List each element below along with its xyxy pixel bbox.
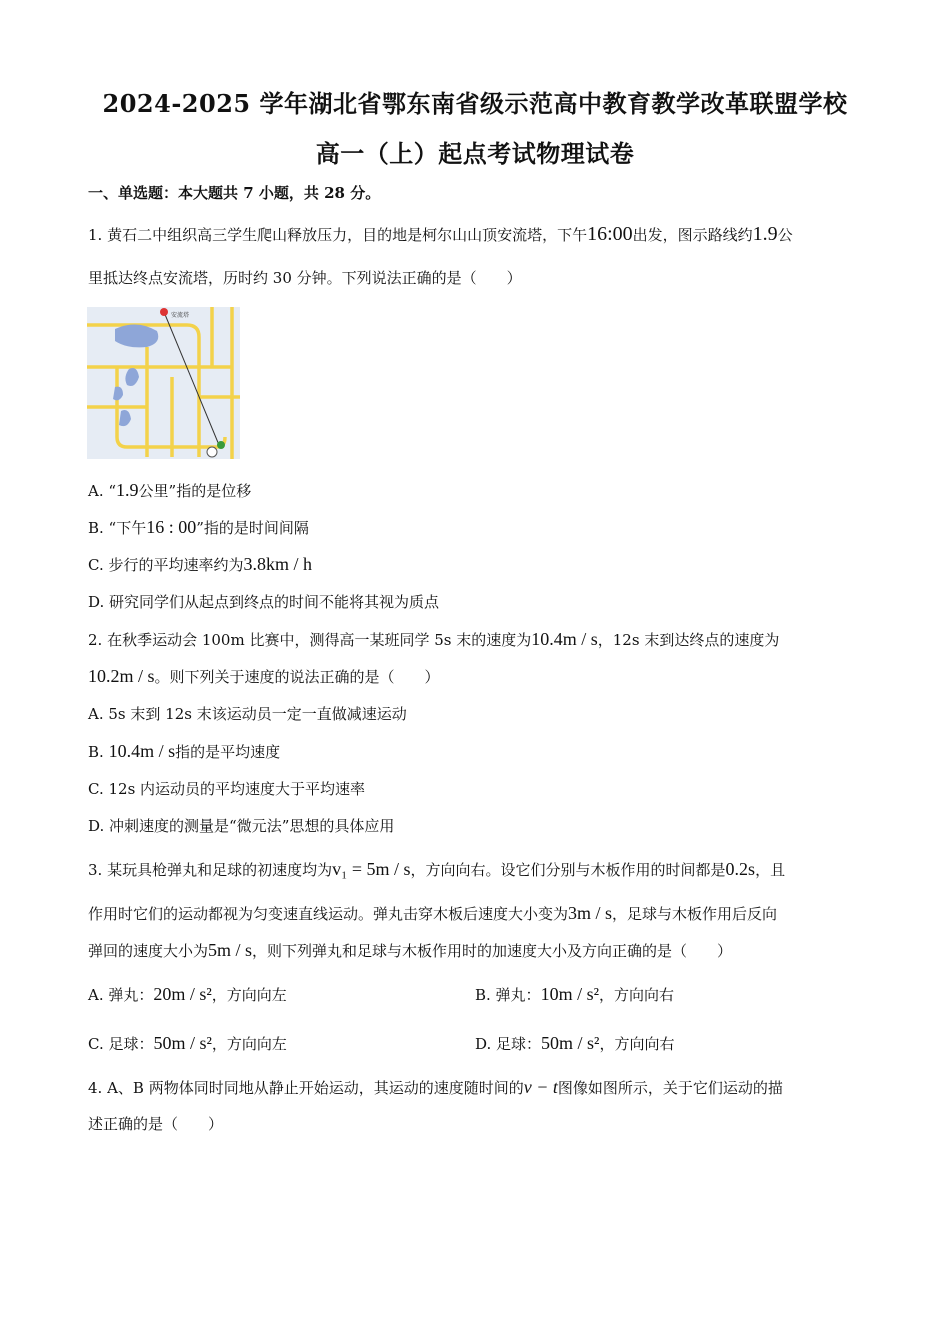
- q3-stem-line3: 弹回的速度大小为5m / s，则下列弹丸和足球与木板作用时的加速度大小及方向正确的是（ ）: [88, 940, 733, 960]
- q1-distance: 1.9: [752, 223, 778, 245]
- q2-option-c[interactable]: C. 12s 内运动员的平均速度大于平均速率: [88, 780, 366, 798]
- q1-option-d[interactable]: D. 研究同学们从起点到终点的时间不能将其视为质点: [88, 593, 440, 611]
- q3-option-b[interactable]: B. 弹丸：10m / s²，方向向右: [475, 984, 674, 1004]
- q1-option-a[interactable]: A. “1.9公里”指的是位移: [88, 480, 252, 500]
- location-icon: [207, 447, 217, 457]
- q1-time: 16:00: [587, 223, 633, 245]
- start-marker: [217, 441, 225, 449]
- q1-stem-line1: 1. 黄石二中组织高三学生爬山释放压力，目的地是柯尔山山顶安流塔，下午16:00出发，图示路线约1.9公: [88, 223, 793, 245]
- q2-stem-line2: 10.2m / s。则下列关于速度的说法正确的是（ ）: [88, 666, 440, 686]
- q3-option-c[interactable]: C. 足球：50m / s²，方向向左: [88, 1033, 287, 1053]
- q2-option-a[interactable]: A. 5s 末到 12s 末该运动员一定一直做减速运动: [88, 705, 407, 723]
- q2-stem-line1: 2. 在秋季运动会 100m 比赛中，测得高一某班同学 5s 末的速度为10.4m / s，12s 末到达终点的速度为: [88, 629, 780, 649]
- end-marker: [160, 308, 168, 316]
- q3-option-d[interactable]: D. 足球：50m / s²，方向向右: [475, 1033, 675, 1053]
- map-label-anliuta: 安流塔: [171, 312, 190, 319]
- route-map-figure: [87, 307, 240, 459]
- q4-stem-line1: 4. A、B 两物体同时同地从静止开始运动，其运动的速度随时间的v − t图像如图所示，关于它们运动的描: [88, 1077, 783, 1097]
- q4-stem-line2: 述正确的是（ ）: [88, 1115, 224, 1133]
- exam-title-line1: 2024-2025 学年湖北省鄂东南省级示范高中教育教学改革联盟学校: [102, 89, 848, 118]
- q1-stem-line2: 里抵达终点安流塔，历时约 30 分钟。下列说法正确的是（ ）: [88, 269, 522, 287]
- map-background: [87, 307, 240, 459]
- q3-stem-line1: 3. 某玩具枪弹丸和足球的初速度均为v₁ = 5m / s，方向向右。设它们分别与木板作用的时间都是0.2s，且: [88, 859, 786, 879]
- q3-option-a[interactable]: A. 弹丸：20m / s²，方向向左: [88, 984, 287, 1004]
- q2-option-d[interactable]: D. 冲刺速度的测量是“微元法”思想的具体应用: [88, 817, 395, 835]
- exam-title-line2: 高一（上）起点考试物理试卷: [315, 139, 635, 168]
- q1-option-b[interactable]: B. “下午16 : 00”指的是时间间隔: [88, 517, 309, 537]
- q2-option-b[interactable]: B. 10.4m / s指的是平均速度: [88, 741, 281, 761]
- section-heading: 一、单选题：本大题共 7 小题，共 28 分。: [88, 184, 381, 202]
- q1-option-c[interactable]: C. 步行的平均速率约为3.8km / h: [88, 554, 312, 574]
- q3-stem-line2: 作用时它们的运动都视为匀变速直线运动。弹丸击穿木板后速度大小变为3m / s，足球与木板作用后反向: [88, 903, 778, 923]
